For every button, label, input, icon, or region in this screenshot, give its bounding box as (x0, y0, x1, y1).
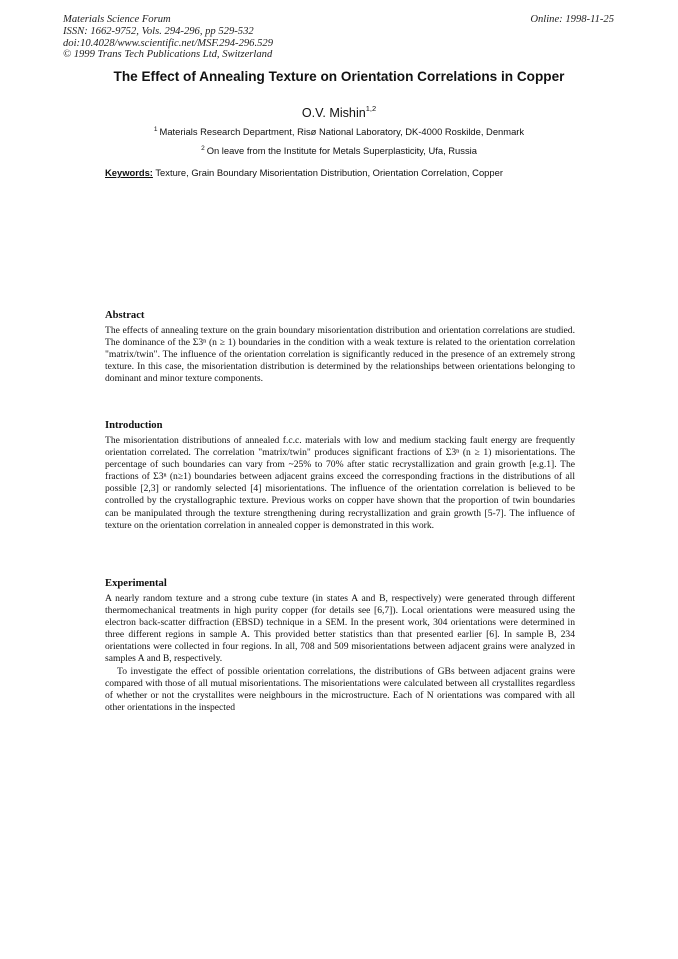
author-name: O.V. Mishin (301, 106, 366, 120)
abstract-heading: Abstract (105, 310, 145, 321)
affiliation-2-mark: 2 (201, 145, 205, 152)
paper-title: The Effect of Annealing Texture on Orientation Correlations in Copper (113, 69, 565, 84)
abstract-section (105, 310, 575, 385)
introduction-heading: Introduction (105, 420, 163, 431)
journal-name: Materials Science Forum (63, 14, 171, 25)
copyright-line: © 1999 Trans Tech Publications Ltd, Switzerland (63, 49, 273, 61)
keywords-label: Keywords: (105, 167, 153, 178)
online-date: Online: 1998-11-25 (530, 14, 614, 25)
affiliation-1 (0, 126, 678, 137)
experimental-section (105, 578, 575, 714)
citation-header (63, 14, 393, 61)
experimental-paragraph-1: A nearly random texture and a strong cube texture (in states A and B, respectively) were generated through different thermomechanical treatments in high purity copper (for details see [6,7]). Local orientations were measured using the electron back-scatter diffraction (EBSD) technique in a SEM. In the present work, 304 orientations were determined in three different regions in sample A. This provided better statistics than that presented earlier [6]. In sample B, 234 orientations were collected in four regions. In all, 708 and 509 misorientations between adjacent grains were analyzed in samples A and B, respectively. (105, 593, 575, 665)
introduction-text: The misorientation distributions of annealed f.c.c. materials with low and medium stacking fault energy are frequently orientation correlated. The correlation "matrix/twin" produces significant fractions of Σ3ⁿ (n ≥ 1) misorientations. The percentage of such boundaries can vary from ~25% to 70% after static recrystallization and grain growth [e.g.1]. The fractions of Σ3ⁿ (n≥1) boundaries between adjacent grains exceed the corresponding fractions in the distributions of all possible [2,3] or randomly selected [4] misorientations. The influence of the orientation correlation is believed to be controlled by the crystallographic texture. Previous works on copper have shown that the proportion of twin boundaries can be manipulated through the texture strengthening during recrystallization and grain growth [5-7]. The influence of texture on the orientation correlation in annealed copper is demonstrated in this work. (105, 435, 575, 531)
affiliation-2-text: On leave from the Institute for Metals Superplasticity, Ufa, Russia (206, 145, 477, 156)
keywords-line (105, 167, 575, 178)
affiliation-1-text: Materials Research Department, Risø National Laboratory, DK-4000 Roskilde, Denmark (159, 126, 525, 137)
doi-link[interactable]: doi:10.4028/www.scientific.net/MSF.294-296.529 (63, 37, 273, 49)
abstract-text: The effects of annealing texture on the grain boundary misorientation distribution and orientation correlations are studied. The dominance of the Σ3ⁿ (n ≥ 1) boundaries in the condition with a weak texture is related to the orientation correlation "matrix/twin". The influence of the orientation correlation is significantly reduced in the presence of an extremely strong texture. In this case, the misorientation distribution is determined by the relationships between orientations belonging to dominant and minor texture components. (105, 325, 575, 385)
affiliation-1-mark: 1 (153, 126, 158, 133)
affiliation-2 (0, 145, 678, 156)
introduction-section (105, 420, 575, 532)
keywords-text: Texture, Grain Boundary Misorientation Distribution, Orientation Correlation, Copper (155, 167, 503, 178)
experimental-paragraph-2: To investigate the effect of possible orientation correlations, the distributions of GBs between adjacent grains were compared with those of all mutual misorientations. The misorientations were calculated between all crystallites regardless of whether or not the crystallites were neighbours in the microstructure. Each of N orientations was compared with all other orientations in the inspected (105, 665, 575, 713)
experimental-heading: Experimental (105, 578, 167, 589)
issn-line: ISSN: 1662-9752, Vols. 294-296, pp 529-532 (63, 25, 254, 37)
author-affiliation-marks: 1,2 (365, 104, 377, 113)
author-line (0, 104, 678, 120)
